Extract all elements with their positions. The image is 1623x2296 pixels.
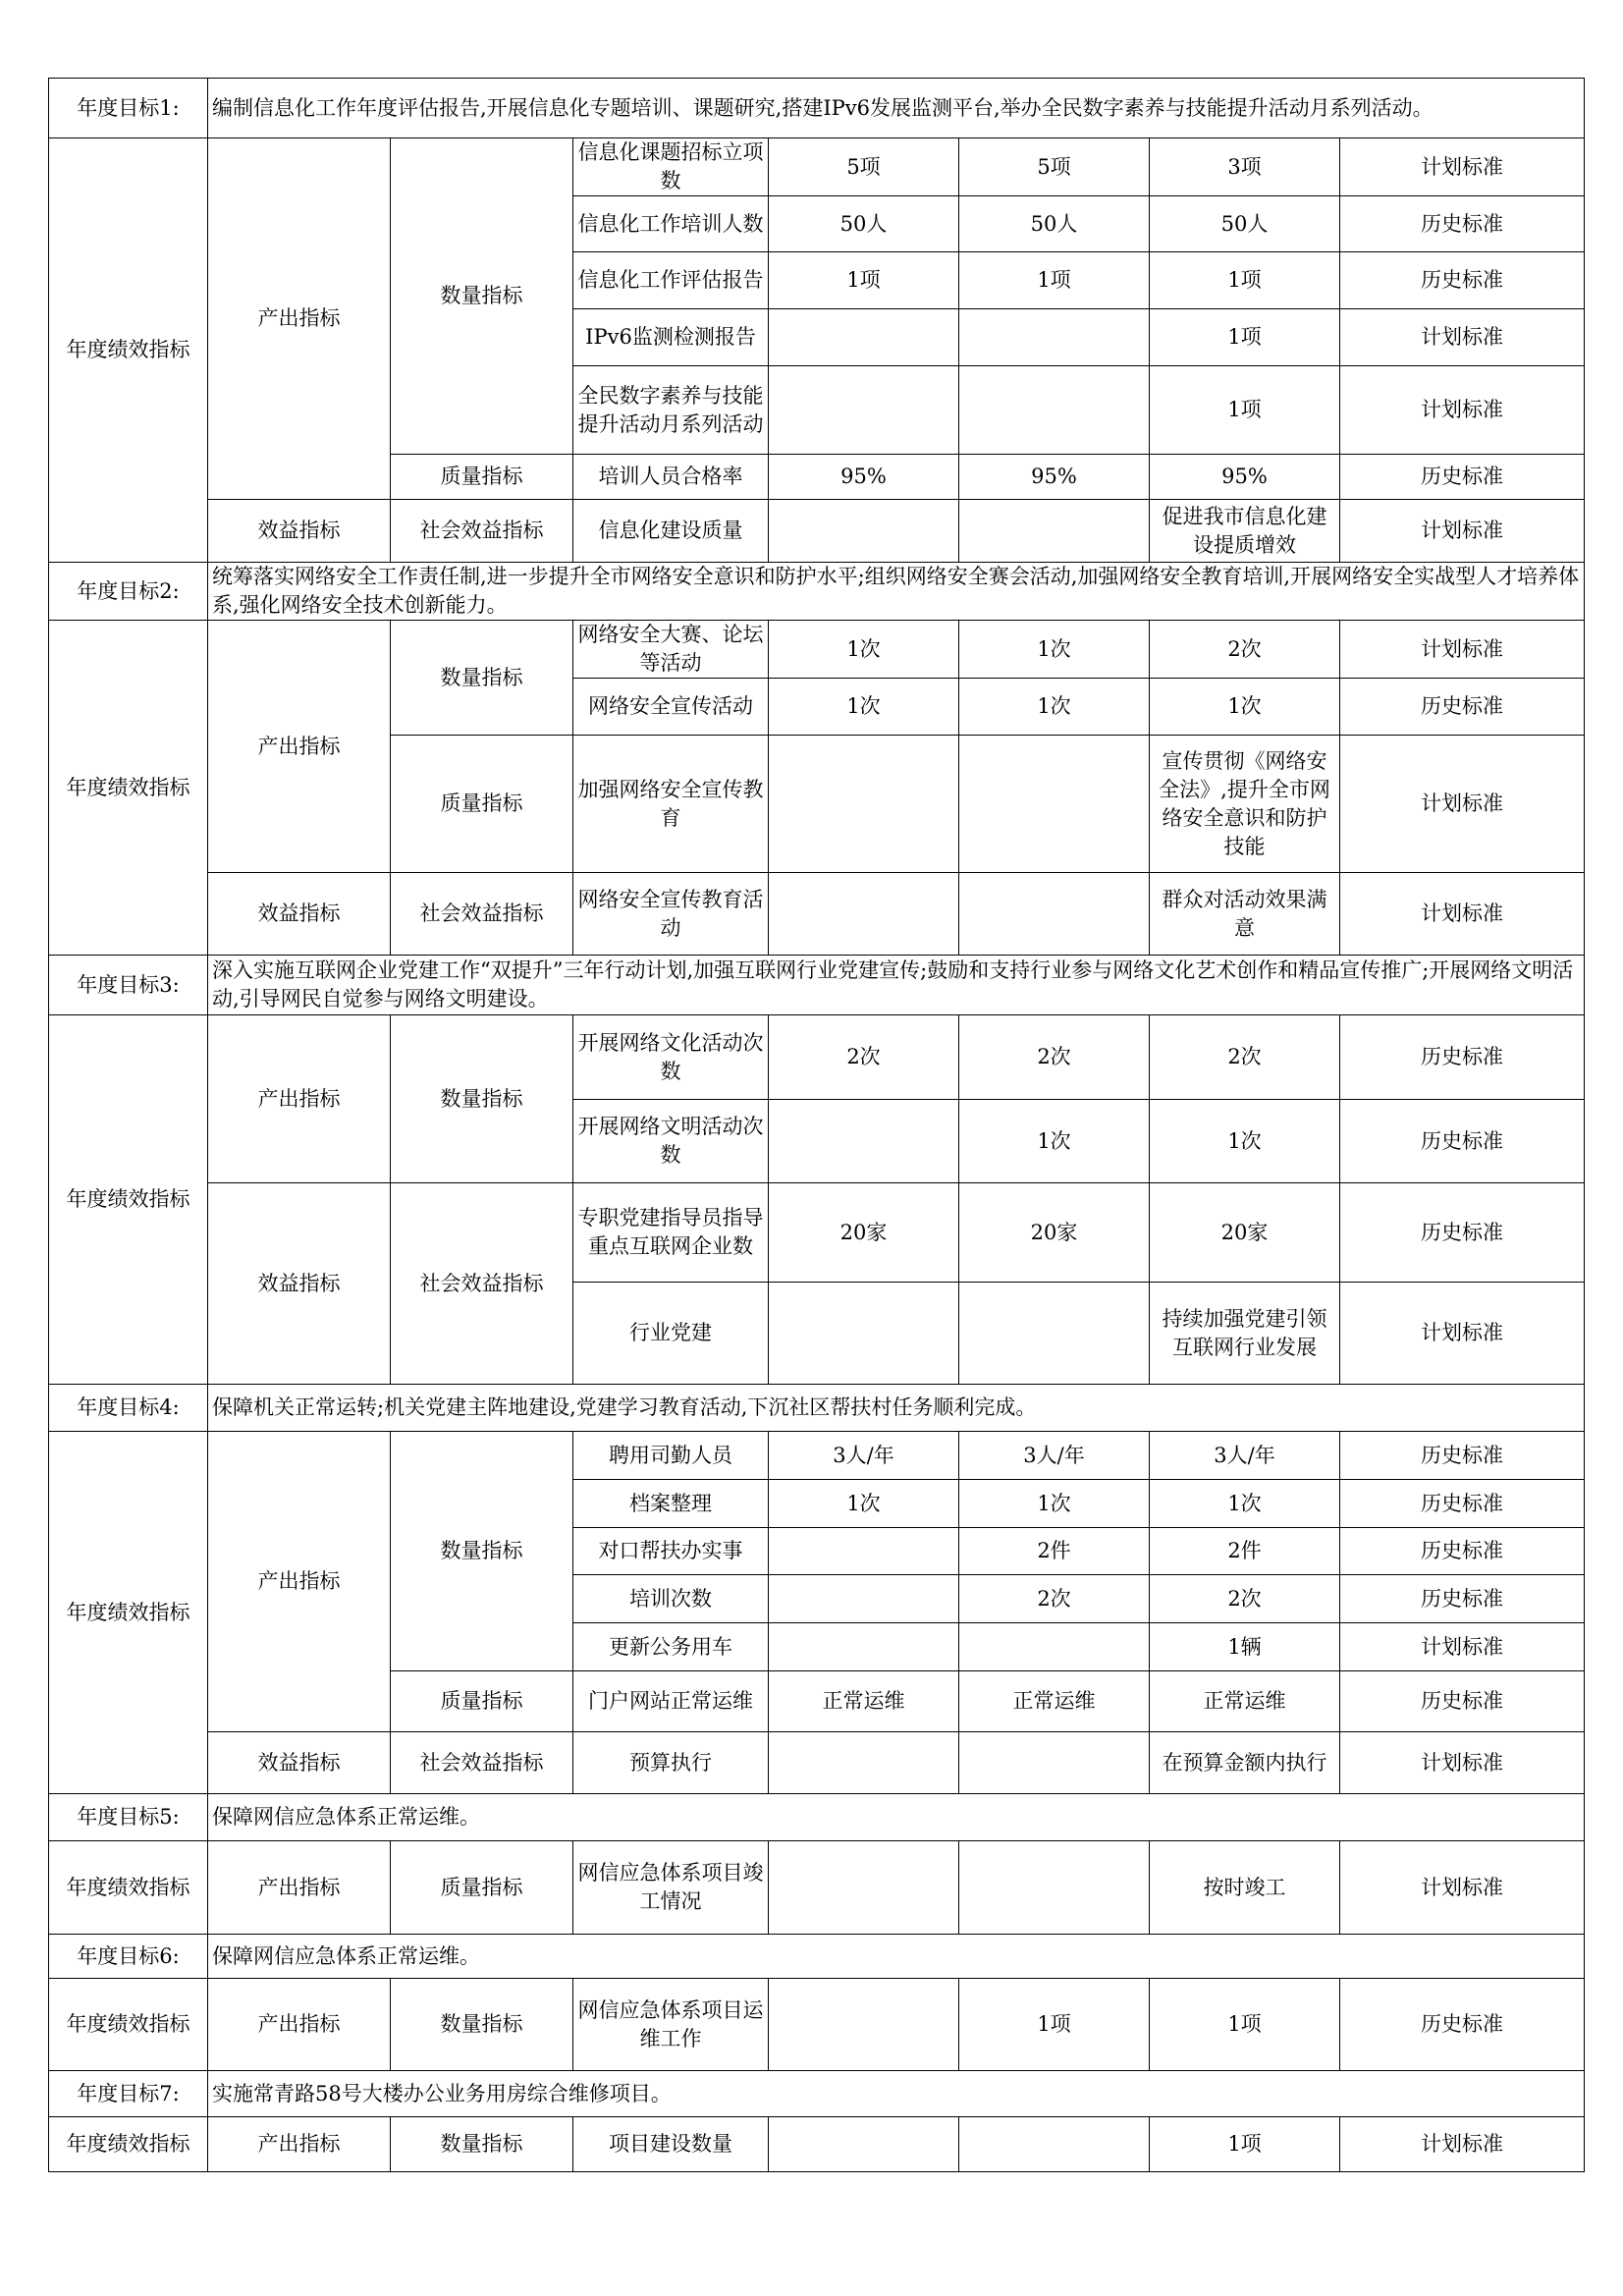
output-indicator-label: 产出指标 [208, 1432, 391, 1732]
value-cell [769, 1283, 959, 1385]
value-cell: 2次 [1150, 621, 1340, 679]
goal-text: 保障机关正常运转;机关党建主阵地建设,党建学习教育活动,下沉社区帮扶村任务顺利完成。 [208, 1385, 1585, 1432]
value-cell: 1次 [1150, 679, 1340, 736]
output-indicator-label: 产出指标 [208, 621, 391, 873]
indicator-header: 年度绩效指标 [49, 138, 208, 563]
standard-cell: 计划标准 [1340, 736, 1585, 873]
goal-text: 编制信息化工作年度评估报告,开展信息化专题培训、课题研究,搭建IPv6发展监测平台,举办全民数字素养与技能提升活动月系列活动。 [208, 79, 1585, 138]
indicator-name: 开展网络文化活动次数 [573, 1015, 769, 1100]
value-cell: 1次 [1150, 1100, 1340, 1183]
standard-cell: 计划标准 [1340, 1283, 1585, 1385]
table-row [49, 1979, 1585, 2071]
goal-text: 实施常青路58号大楼办公业务用房综合维修项目。 [208, 2071, 1585, 2117]
standard-cell: 计划标准 [1340, 1732, 1585, 1794]
value-cell: 1次 [959, 621, 1150, 679]
value-cell: 正常运维 [1150, 1671, 1340, 1732]
indicator-name: 网络安全大赛、论坛等活动 [573, 621, 769, 679]
value-cell: 1项 [959, 252, 1150, 309]
table-row [49, 873, 1585, 956]
value-cell [769, 1623, 959, 1671]
value-cell [769, 2117, 959, 2172]
indicator-name: 项目建设数量 [573, 2117, 769, 2172]
indicator-name: 档案整理 [573, 1480, 769, 1528]
quantity-indicator-label: 数量指标 [391, 1015, 573, 1183]
indicator-header: 年度绩效指标 [49, 621, 208, 956]
standard-cell: 计划标准 [1340, 366, 1585, 455]
social-benefit-label: 社会效益指标 [391, 1183, 573, 1385]
indicator-name: 网信应急体系项目竣工情况 [573, 1841, 769, 1935]
indicator-name: 网络安全宣传活动 [573, 679, 769, 736]
quantity-indicator-label: 数量指标 [391, 1979, 573, 2071]
value-cell: 按时竣工 [1150, 1841, 1340, 1935]
value-cell: 1次 [1150, 1480, 1340, 1528]
indicator-name: 门户网站正常运维 [573, 1671, 769, 1732]
standard-cell: 计划标准 [1340, 1841, 1585, 1935]
quantity-indicator-label: 数量指标 [391, 138, 573, 455]
table-row [49, 2117, 1585, 2172]
value-cell [769, 500, 959, 563]
value-cell [769, 1841, 959, 1935]
output-indicator-label: 产出指标 [208, 1015, 391, 1183]
value-cell [769, 1979, 959, 2071]
value-cell: 1项 [959, 1979, 1150, 2071]
standard-cell: 历史标准 [1340, 1671, 1585, 1732]
standard-cell: 历史标准 [1340, 1979, 1585, 2071]
standard-cell: 历史标准 [1340, 1432, 1585, 1480]
quality-indicator-label: 质量指标 [391, 1841, 573, 1935]
value-cell: 1次 [959, 679, 1150, 736]
goal-label: 年度目标3: [49, 956, 208, 1015]
goal-row [49, 2071, 1585, 2117]
social-benefit-label: 社会效益指标 [391, 1732, 573, 1794]
table-row [49, 1015, 1585, 1100]
value-cell: 1次 [769, 679, 959, 736]
goal-text: 统筹落实网络安全工作责任制,进一步提升全市网络安全意识和防护水平;组织网络安全赛会活动,加强网络安全教育培训,开展网络安全实战型人才培养体系,强化网络安全技术创新能力。 [208, 563, 1585, 621]
indicator-header: 年度绩效指标 [49, 1841, 208, 1935]
output-indicator-label: 产出指标 [208, 138, 391, 500]
indicator-name: 预算执行 [573, 1732, 769, 1794]
indicator-header: 年度绩效指标 [49, 2117, 208, 2172]
value-cell [769, 1575, 959, 1623]
value-cell [959, 736, 1150, 873]
value-cell: 3人/年 [769, 1432, 959, 1480]
table-row [49, 621, 1585, 679]
value-cell: 2次 [1150, 1575, 1340, 1623]
benefit-indicator-label: 效益指标 [208, 873, 391, 956]
value-cell [769, 1100, 959, 1183]
table-row [49, 1732, 1585, 1794]
value-cell [769, 873, 959, 956]
table-row [49, 500, 1585, 563]
value-cell: 促进我市信息化建设提质增效 [1150, 500, 1340, 563]
benefit-indicator-label: 效益指标 [208, 1732, 391, 1794]
goal-label: 年度目标5: [49, 1794, 208, 1841]
goal-text: 保障网信应急体系正常运维。 [208, 1935, 1585, 1979]
value-cell [959, 500, 1150, 563]
value-cell: 5项 [769, 138, 959, 196]
value-cell [769, 1528, 959, 1575]
indicator-name: 网络安全宣传教育活动 [573, 873, 769, 956]
table-row [49, 138, 1585, 196]
standard-cell: 计划标准 [1340, 873, 1585, 956]
value-cell: 持续加强党建引领互联网行业发展 [1150, 1283, 1340, 1385]
value-cell [769, 736, 959, 873]
value-cell: 3项 [1150, 138, 1340, 196]
standard-cell: 历史标准 [1340, 679, 1585, 736]
table-row [49, 1841, 1585, 1935]
standard-cell: 计划标准 [1340, 2117, 1585, 2172]
value-cell: 2次 [769, 1015, 959, 1100]
indicator-name: 对口帮扶办实事 [573, 1528, 769, 1575]
value-cell: 2件 [1150, 1528, 1340, 1575]
standard-cell: 历史标准 [1340, 196, 1585, 252]
standard-cell: 计划标准 [1340, 1623, 1585, 1671]
value-cell: 50人 [1150, 196, 1340, 252]
table-row [49, 1432, 1585, 1480]
value-cell: 1辆 [1150, 1623, 1340, 1671]
value-cell: 1项 [1150, 366, 1340, 455]
quality-indicator-label: 质量指标 [391, 455, 573, 500]
value-cell: 正常运维 [769, 1671, 959, 1732]
value-cell [959, 309, 1150, 366]
indicator-header: 年度绩效指标 [49, 1432, 208, 1794]
value-cell: 2次 [959, 1015, 1150, 1100]
value-cell: 20家 [959, 1183, 1150, 1283]
goal-text: 保障网信应急体系正常运维。 [208, 1794, 1585, 1841]
quantity-indicator-label: 数量指标 [391, 1432, 573, 1671]
standard-cell: 计划标准 [1340, 309, 1585, 366]
standard-cell: 历史标准 [1340, 1100, 1585, 1183]
value-cell: 2次 [959, 1575, 1150, 1623]
value-cell [959, 1623, 1150, 1671]
value-cell: 50人 [959, 196, 1150, 252]
value-cell: 1项 [769, 252, 959, 309]
indicator-name: 行业党建 [573, 1283, 769, 1385]
value-cell [959, 1841, 1150, 1935]
indicator-name: 培训次数 [573, 1575, 769, 1623]
goal-label: 年度目标4: [49, 1385, 208, 1432]
goal-label: 年度目标6: [49, 1935, 208, 1979]
value-cell: 2件 [959, 1528, 1150, 1575]
value-cell: 1次 [769, 621, 959, 679]
value-cell: 3人/年 [959, 1432, 1150, 1480]
value-cell: 群众对活动效果满意 [1150, 873, 1340, 956]
standard-cell: 历史标准 [1340, 1575, 1585, 1623]
goal-row [49, 1794, 1585, 1841]
value-cell: 20家 [769, 1183, 959, 1283]
standard-cell: 历史标准 [1340, 1480, 1585, 1528]
standard-cell: 历史标准 [1340, 252, 1585, 309]
benefit-indicator-label: 效益指标 [208, 1183, 391, 1385]
indicator-name: 加强网络安全宣传教育 [573, 736, 769, 873]
value-cell: 在预算金额内执行 [1150, 1732, 1340, 1794]
indicator-name: 培训人员合格率 [573, 455, 769, 500]
standard-cell: 计划标准 [1340, 138, 1585, 196]
indicator-name: 信息化课题招标立项数 [573, 138, 769, 196]
goal-row [49, 1385, 1585, 1432]
value-cell: 1次 [769, 1480, 959, 1528]
value-cell [959, 1732, 1150, 1794]
indicator-name: 信息化工作评估报告 [573, 252, 769, 309]
indicator-header: 年度绩效指标 [49, 1979, 208, 2071]
value-cell: 1项 [1150, 252, 1340, 309]
value-cell: 1次 [959, 1100, 1150, 1183]
indicator-name: 开展网络文明活动次数 [573, 1100, 769, 1183]
indicator-name: 专职党建指导员指导重点互联网企业数 [573, 1183, 769, 1283]
value-cell: 1项 [1150, 309, 1340, 366]
goal-row [49, 956, 1585, 1015]
standard-cell: 历史标准 [1340, 1183, 1585, 1283]
goal-label: 年度目标2: [49, 563, 208, 621]
table-row [49, 1183, 1585, 1283]
quantity-indicator-label: 数量指标 [391, 2117, 573, 2172]
output-indicator-label: 产出指标 [208, 1841, 391, 1935]
value-cell: 1次 [959, 1480, 1150, 1528]
goal-row [49, 563, 1585, 621]
benefit-indicator-label: 效益指标 [208, 500, 391, 563]
quality-indicator-label: 质量指标 [391, 1671, 573, 1732]
indicator-name: IPv6监测检测报告 [573, 309, 769, 366]
value-cell: 95% [1150, 455, 1340, 500]
value-cell: 5项 [959, 138, 1150, 196]
performance-table [48, 78, 1585, 2172]
goal-text: 深入实施互联网企业党建工作“双提升”三年行动计划,加强互联网行业党建宣传;鼓励和支持行业参与网络文化艺术创作和精品宣传推广;开展网络文明活动,引导网民自觉参与网络文明建设。 [208, 956, 1585, 1015]
goal-label: 年度目标1: [49, 79, 208, 138]
standard-cell: 历史标准 [1340, 455, 1585, 500]
value-cell: 宣传贯彻《网络安全法》,提升全市网络安全意识和防护技能 [1150, 736, 1340, 873]
output-indicator-label: 产出指标 [208, 2117, 391, 2172]
value-cell: 正常运维 [959, 1671, 1150, 1732]
goal-row [49, 1935, 1585, 1979]
value-cell [769, 309, 959, 366]
indicator-header: 年度绩效指标 [49, 1015, 208, 1385]
value-cell [769, 366, 959, 455]
indicator-name: 全民数字素养与技能提升活动月系列活动 [573, 366, 769, 455]
value-cell: 95% [769, 455, 959, 500]
indicator-name: 信息化建设质量 [573, 500, 769, 563]
output-indicator-label: 产出指标 [208, 1979, 391, 2071]
standard-cell: 历史标准 [1340, 1015, 1585, 1100]
value-cell: 2次 [1150, 1015, 1340, 1100]
value-cell: 1项 [1150, 2117, 1340, 2172]
standard-cell: 计划标准 [1340, 500, 1585, 563]
value-cell [959, 873, 1150, 956]
value-cell [769, 1732, 959, 1794]
value-cell: 95% [959, 455, 1150, 500]
value-cell: 1项 [1150, 1979, 1340, 2071]
quality-indicator-label: 质量指标 [391, 736, 573, 873]
quantity-indicator-label: 数量指标 [391, 621, 573, 736]
value-cell [959, 2117, 1150, 2172]
goal-row [49, 79, 1585, 138]
indicator-name: 信息化工作培训人数 [573, 196, 769, 252]
indicator-name: 网信应急体系项目运维工作 [573, 1979, 769, 2071]
social-benefit-label: 社会效益指标 [391, 873, 573, 956]
social-benefit-label: 社会效益指标 [391, 500, 573, 563]
value-cell [959, 366, 1150, 455]
indicator-name: 更新公务用车 [573, 1623, 769, 1671]
value-cell: 50人 [769, 196, 959, 252]
goal-label: 年度目标7: [49, 2071, 208, 2117]
standard-cell: 计划标准 [1340, 621, 1585, 679]
value-cell: 20家 [1150, 1183, 1340, 1283]
value-cell [959, 1283, 1150, 1385]
standard-cell: 历史标准 [1340, 1528, 1585, 1575]
indicator-name: 聘用司勤人员 [573, 1432, 769, 1480]
value-cell: 3人/年 [1150, 1432, 1340, 1480]
